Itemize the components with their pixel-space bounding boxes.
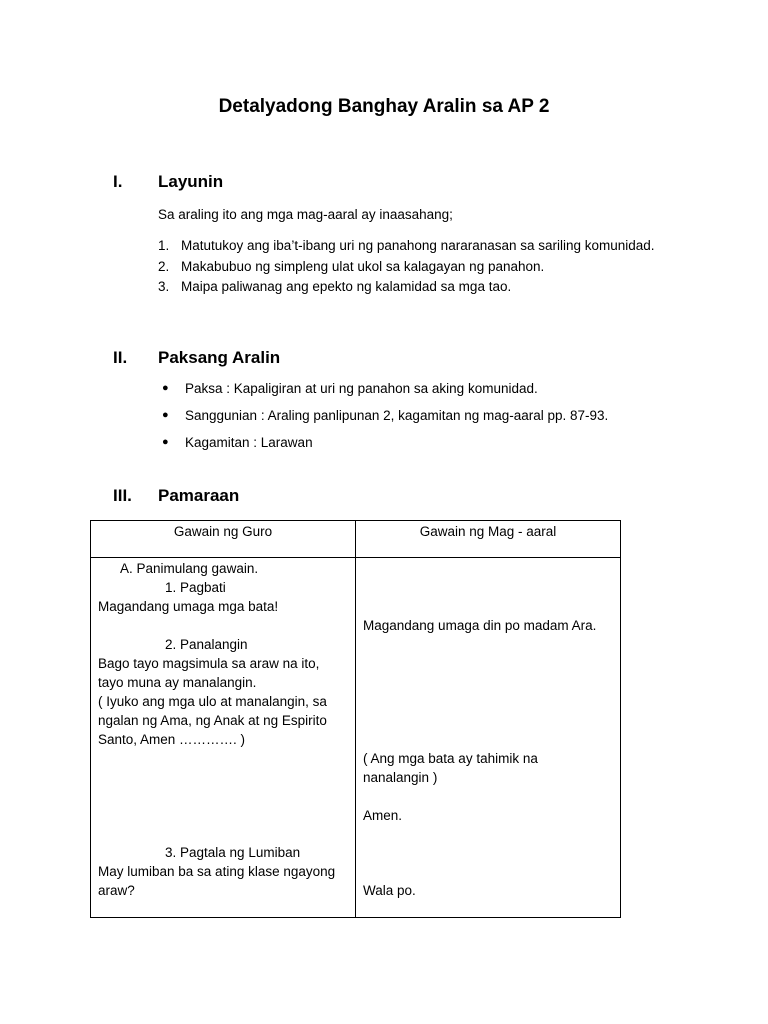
document-title: Detalyadong Banghay Aralin sa AP 2 <box>218 96 550 117</box>
section-3-number: III. <box>113 486 132 505</box>
teacher-activity-cell <box>91 558 356 918</box>
student-prayer-note: nanalangin ) <box>363 770 438 785</box>
student-attendance-reply: Wala po. <box>363 883 416 898</box>
teacher-column-header: Gawain ng Guro <box>91 521 356 558</box>
teacher-prayer-line: ngalan ng Ama, ng Anak at ng Espirito <box>98 713 327 728</box>
step-3-heading: 3. Pagtala ng Lumiban <box>165 845 301 860</box>
objectives-intro: Sa araling ito ang mga mag-aaral ay inaasahang; <box>158 207 453 222</box>
student-activity-cell <box>356 558 621 918</box>
bullet-icon: ● <box>162 409 169 421</box>
section-2-title: Paksang Aralin <box>158 348 281 367</box>
subject-bullet-item: Sanggunian : Araling panlipunan 2, kagamitan ng mag-aaral pp. 87-93. <box>185 408 609 423</box>
objective-item: Matutukoy ang iba’t-ibang uri ng panahong nararanasan sa sariling komunidad. <box>181 238 655 253</box>
section-1-number: I. <box>113 172 123 191</box>
student-column-header: Gawain ng Mag - aaral <box>356 521 621 558</box>
section-3-title: Pamaraan <box>158 486 240 505</box>
student-amen: Amen. <box>363 808 403 823</box>
bullet-icon: ● <box>162 436 169 448</box>
teacher-prayer-line: ( Iyuko ang mga ulo at manalangin, sa <box>98 694 327 709</box>
teacher-prayer-line: Bago tayo magsimula sa araw na ito, <box>98 656 320 671</box>
bullet-icon: ● <box>162 382 169 394</box>
student-greeting-reply: Magandang umaga din po madam Ara. <box>363 618 597 633</box>
objective-item: Makabubuo ng simpleng ulat ukol sa kalagayan ng panahon. <box>181 259 545 274</box>
teacher-prayer-line: tayo muna ay manalangin. <box>98 675 257 690</box>
objective-item: Maipa paliwanag ang epekto ng kalamidad sa mga tao. <box>181 279 512 294</box>
step-1-heading: 1. Pagbati <box>165 580 226 595</box>
student-prayer-note: ( Ang mga bata ay tahimik na <box>363 751 538 766</box>
section-2-number: II. <box>113 348 128 367</box>
subject-bullet-item: Kagamitan : Larawan <box>185 435 313 450</box>
step-2-heading: 2. Panalangin <box>165 637 248 652</box>
objective-number: 3. <box>158 279 170 294</box>
section-1-title: Layunin <box>158 172 224 191</box>
objective-number: 1. <box>158 238 170 253</box>
teacher-greeting: Magandang umaga mga bata! <box>98 599 279 614</box>
teacher-prayer-line: Santo, Amen …………. ) <box>98 732 246 747</box>
step-a-heading: A. Panimulang gawain. <box>120 561 259 576</box>
procedure-table <box>90 520 621 918</box>
subject-bullet-item: Paksa : Kapaligiran at uri ng panahon sa aking komunidad. <box>185 381 538 396</box>
teacher-attendance-line: araw? <box>98 883 135 898</box>
objective-number: 2. <box>158 259 170 274</box>
teacher-attendance-line: May lumiban ba sa ating klase ngayong <box>98 864 336 879</box>
